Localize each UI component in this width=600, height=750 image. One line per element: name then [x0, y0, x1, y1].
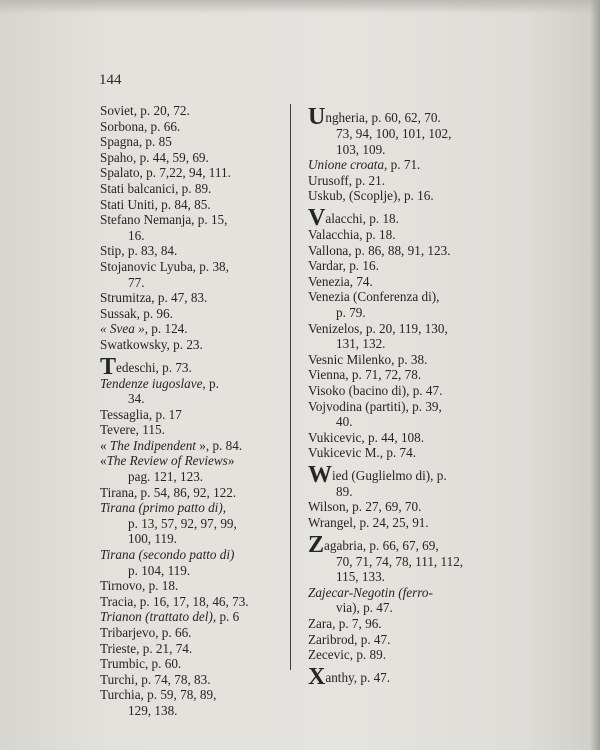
index-entry: [308, 515, 486, 531]
entry-continuation: 40.: [336, 414, 353, 430]
index-entry: [100, 353, 278, 380]
entry-text: Vienna, p. 71, 72, 78.: [308, 367, 422, 383]
entry-text: , p. 6: [212, 609, 240, 625]
entry-text: Tirnovo, p. 18.: [100, 578, 179, 594]
index-entry: [308, 531, 486, 585]
index-entry: [100, 656, 278, 672]
index-entry: [308, 663, 486, 690]
index-entry: [100, 306, 278, 322]
entry-continuation: p. 79.: [336, 304, 366, 320]
entry-text: Wilson, p. 27, 69, 70.: [308, 499, 422, 515]
entry-title-italic: « Svea »: [100, 321, 145, 337]
index-entry: [308, 585, 486, 616]
index-entry: [308, 430, 486, 446]
section-initial: T: [100, 353, 117, 380]
entry-text: Tribarjevo, p. 66.: [100, 625, 192, 640]
entry-text: Venezia, 74.: [308, 273, 373, 289]
entry-text: Trumbic, p. 60.: [100, 656, 182, 672]
entry-text: Stati Uniti, p. 84, 85.: [100, 196, 211, 212]
entry-continuation: 129, 138.: [128, 702, 178, 718]
entry-text: »: [227, 453, 235, 469]
entry-continuation: 77.: [128, 274, 145, 290]
entry-text: Stip, p. 83, 84.: [100, 243, 178, 259]
entry-title-italic: Tirana (secondo patto di): [100, 547, 235, 563]
index-entry: [308, 616, 486, 632]
entry-prefix: «: [100, 453, 107, 469]
index-entry: [100, 337, 278, 353]
page-top-shadow: [0, 0, 600, 14]
index-entry: [100, 290, 278, 306]
index-entry: [100, 119, 278, 135]
index-entry: [100, 212, 278, 243]
entry-continuation: 34.: [128, 391, 145, 407]
entry-continuation: 73, 94, 100, 101, 102,: [336, 126, 452, 141]
index-entry: [308, 445, 486, 461]
entry-text: agabria, p. 66, 67, 69,: [324, 537, 439, 553]
entry-text: Stefano Nemanja, p. 15,: [100, 212, 228, 228]
entry-text: Trieste, p. 21, 74.: [100, 640, 193, 656]
index-entry: [308, 383, 486, 399]
entry-text: p.: [205, 375, 219, 391]
entry-text: Stati balcanici, p. 89.: [100, 180, 212, 196]
entry-text: », p. 84.: [195, 437, 243, 453]
index-entry: [308, 499, 486, 515]
entry-text: Zara, p. 7, 96.: [308, 616, 382, 632]
entry-text: ngheria, p. 60, 62, 70.: [325, 110, 441, 125]
entry-continuation: p. 104, 119.: [128, 562, 191, 578]
entry-text: Vojvodina (partiti), p. 39,: [308, 398, 442, 414]
entry-continuation: 70, 71, 74, 78, 111, 112,: [336, 553, 464, 569]
entry-text: Soviet, p. 20, 72.: [100, 103, 190, 118]
index-entry: [100, 687, 278, 718]
column-divider: [290, 104, 291, 670]
index-entry: [308, 632, 486, 648]
index-entry: [100, 453, 278, 484]
index-column-left: [100, 103, 278, 719]
section-initial: Z: [308, 531, 325, 558]
index-entry: [100, 625, 278, 641]
entry-text: Tevere, 115.: [100, 422, 165, 438]
index-entry: [308, 399, 486, 430]
index-entry: [308, 647, 486, 663]
index-entry: [100, 165, 278, 181]
entry-text: p. 71.: [387, 157, 421, 173]
entry-title-italic: Zajecar-Negotin (ferro-: [308, 584, 433, 600]
entry-text: , p. 124.: [144, 321, 188, 337]
index-entry: [100, 259, 278, 290]
entry-text: Vukicevic, p. 44, 108.: [308, 429, 425, 445]
index-entry: [100, 243, 278, 259]
entry-text: Spagna, p. 85: [100, 134, 172, 150]
index-entry: [308, 243, 486, 259]
entry-text: anthy, p. 47.: [325, 669, 391, 685]
section-initial: U: [308, 104, 326, 130]
entry-text: Spaho, p. 44, 59, 69.: [100, 149, 209, 165]
index-entry: [308, 188, 486, 204]
entry-text: Swatkowsky, p. 23.: [100, 336, 203, 352]
entry-continuation: p. 13, 57, 92, 97, 99,: [128, 515, 237, 531]
entry-text: Venizelos, p. 20, 119, 130,: [308, 320, 448, 336]
index-entry: [100, 672, 278, 688]
entry-text: Valacchia, p. 18.: [308, 226, 396, 242]
entry-text: Vallona, p. 86, 88, 91, 123.: [308, 242, 451, 258]
entry-text: Tirana, p. 54, 86, 92, 122.: [100, 484, 237, 500]
index-entry: [308, 173, 486, 189]
entry-continuation: 100, 119.: [128, 531, 177, 547]
entry-text: Turchia, p. 59, 78, 89,: [100, 687, 217, 703]
index-entry: [100, 609, 278, 625]
entry-text: Stojanovic Lyuba, p. 38,: [100, 258, 229, 274]
page-gutter-shadow: [590, 0, 600, 750]
entry-text: Urusoff, p. 21.: [308, 172, 386, 188]
entry-continuation: 131, 132.: [336, 336, 386, 352]
entry-continuation: via), p. 47.: [336, 600, 393, 616]
entry-continuation: 115, 133.: [336, 569, 385, 585]
entry-text: Wrangel, p. 24, 25, 91.: [308, 515, 429, 531]
index-entry: [100, 641, 278, 657]
index-entry: [100, 438, 278, 454]
index-entry: [308, 258, 486, 274]
index-entry: [100, 594, 278, 610]
index-entry: [308, 461, 486, 500]
entry-text: Uskub, (Scoplje), p. 16.: [308, 188, 434, 204]
index-entry: [100, 376, 278, 407]
entry-text: Vesnic Milenko, p. 38.: [308, 351, 428, 367]
entry-title-italic: Trianon (trattato del): [100, 609, 213, 625]
entry-text: Vukicevic M., p. 74.: [308, 445, 416, 461]
index-entry: [100, 321, 278, 337]
entry-text: alacchi, p. 18.: [325, 210, 399, 226]
index-entry: [308, 321, 486, 352]
index-entry: [100, 578, 278, 594]
entry-text: Venezia (Conferenza di),: [308, 289, 440, 305]
index-entry: [100, 181, 278, 197]
index-entry: [100, 407, 278, 423]
index-entry: [308, 157, 486, 173]
index-entry: [100, 422, 278, 438]
index-entry: [100, 547, 278, 578]
entry-title-italic: The Review of Reviews: [106, 453, 228, 469]
index-entry: [308, 227, 486, 243]
entry-text: Spalato, p. 7,22, 94, 111.: [100, 165, 231, 181]
index-entry: [100, 150, 278, 166]
index-column-right: [308, 103, 486, 690]
index-entry: [100, 197, 278, 213]
entry-text: Vardar, p. 16.: [308, 258, 379, 274]
index-entry: [308, 204, 486, 231]
index-entry: [308, 104, 486, 157]
entry-continuation: 103, 109.: [336, 141, 386, 157]
index-entry: [100, 485, 278, 501]
entry-continuation: 16.: [128, 227, 145, 243]
entry-title-italic: Tirana (primo patto di),: [100, 500, 227, 516]
entry-continuation: pag. 121, 123.: [128, 469, 204, 485]
page-number: 144: [99, 72, 122, 88]
index-entry: [100, 134, 278, 150]
entry-prefix: «: [100, 437, 110, 453]
index-entry: [308, 289, 486, 320]
entry-text: Sorbona, p. 66.: [100, 118, 181, 134]
entry-title-italic: Tendenze iugoslave,: [100, 375, 206, 391]
entry-text: Zecevic, p. 89.: [308, 647, 386, 663]
entry-text: Strumitza, p. 47, 83.: [100, 290, 208, 306]
entry-continuation: 89.: [336, 483, 353, 499]
section-initial: V: [308, 204, 326, 231]
section-initial: X: [308, 663, 326, 690]
entry-title-italic: The Indipendent: [109, 437, 196, 453]
entry-text: ied (Guglielmo di), p.: [332, 467, 447, 483]
entry-text: Visoko (bacino di), p. 47.: [308, 382, 443, 398]
section-initial: W: [308, 461, 332, 488]
index-entry: [308, 367, 486, 383]
entry-text: Turchi, p. 74, 78, 83.: [100, 671, 211, 687]
entry-text: edeschi, p. 73.: [116, 359, 192, 375]
entry-text: Zaribrod, p. 47.: [308, 631, 391, 647]
index-entry: [308, 274, 486, 290]
entry-text: Sussak, p. 96.: [100, 305, 173, 321]
index-entry: [308, 352, 486, 368]
index-entry: [100, 500, 278, 547]
entry-text: Tracia, p. 16, 17, 18, 46, 73.: [100, 593, 249, 609]
index-entry: [100, 103, 278, 119]
entry-text: Tessaglia, p. 17: [100, 406, 182, 422]
entry-title-italic: Unione croata,: [308, 157, 388, 173]
